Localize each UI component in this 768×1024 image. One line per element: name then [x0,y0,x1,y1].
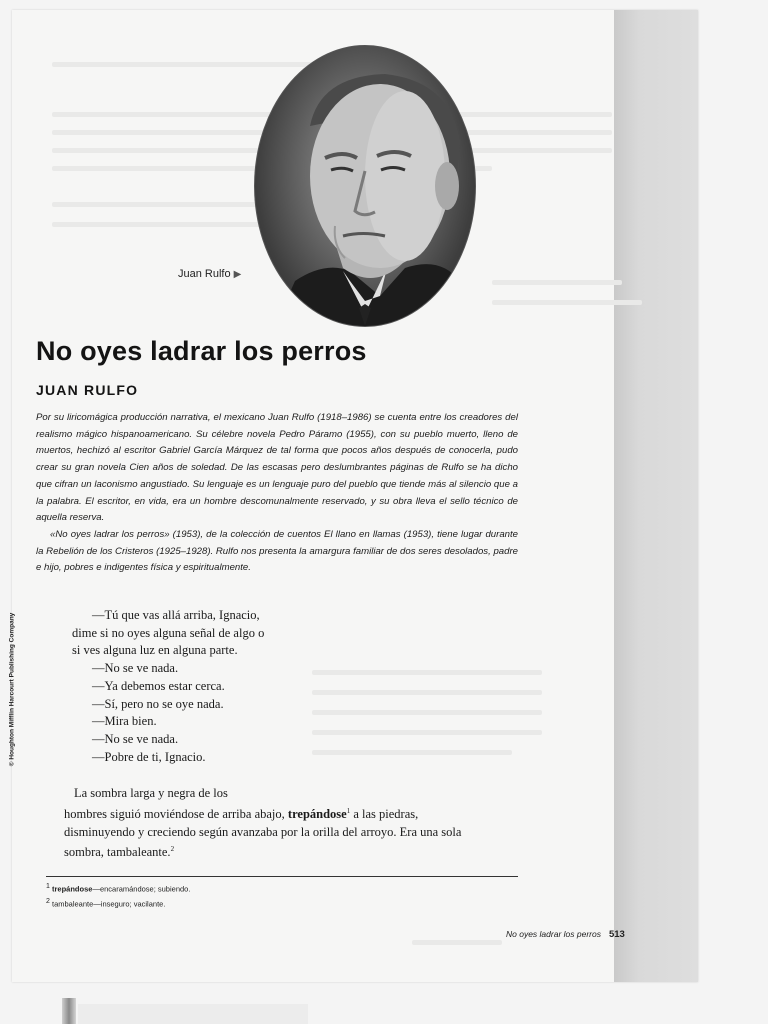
story-introduction-paragraph: «No oyes ladrar los perros» (1953), de la colección de cuentos El llano en llamas (1953), tiene lugar durante la Rebelión de los Cristeros (1925–1928). Rulfo nos presenta la amargura familiar de dos seres desolados, padre e hijo, pobres e indigentes física y espiritualmente. [36,528,518,574]
footnote-definition: —encaramándose; subiendo. [92,884,191,894]
footnote-definition: —inseguro; vacilante. [93,899,166,909]
prose-line [64,841,534,862]
copyright-notice: © Houghton Mifflin Harcourt Publishing Company [8,612,16,767]
photo-caption-text: Juan Rulfo [178,268,231,280]
story-title: No oyes ladrar los perros [36,336,367,366]
dialogue-line: —Mira bien. [92,714,157,729]
dialogue-line: si ves alguna luz en alguna parte. [72,643,238,658]
dialogue-line: —Sí, pero no se oye nada. [92,696,224,711]
next-page-strip [78,1004,308,1024]
author-biography [36,410,518,577]
caption-pointer-icon: ▶ [233,269,242,280]
footnote [46,883,190,894]
dialogue-line: dime si no oyes alguna señal de algo o [72,625,265,640]
bleed-through-line [492,300,642,305]
footnote-divider [46,876,518,877]
prose-line: La sombra larga y negra de los [74,786,228,800]
bleed-through-line [492,280,622,285]
portrait-illustration [255,46,475,326]
portrait-ear [435,162,459,210]
dialogue-line: —Tú que vas allá arriba, Ignacio, [92,608,260,622]
page-gutter-shadow [614,10,698,982]
footnote-number: 1 [46,883,50,890]
bleed-through-line [52,222,272,227]
bleed-through-line [412,940,502,945]
story-body [64,785,534,862]
next-page-edge [62,998,76,1024]
footnote-ref: 2 [170,845,175,854]
opening-dialogue [60,607,480,766]
biography-paragraph: Por su liricomágica producción narrativa, el mexicano Juan Rulfo (1918–1986) se cuenta entre los creadores del realismo mágico hispanoamericano. Su célebre novela Pedro Páramo (1955), con su pueblo muerto, lleno de muertos, hechizó al escritor Gabriel García Márquez de tal forma que pocos años después de conocerla, pudo crear su gran novela Cien años de soledad. De las escasas pero deslumbrantes páginas de Rulfo se ha dicho que cifran un laconismo angustiado. Su lenguaje es un lenguaje puro del pueblo que tiende más al silencio que a la palabra. El escritor, en vida, era un hombre descomunalmente reservado, y su obra lleva el sello técnico de aquella reserva. [36,412,518,524]
story-author: JUAN RULFO [36,382,139,398]
dialogue-line: —No se ve nada. [92,661,179,676]
page-number: 513 [608,929,625,940]
prose-fragment: sombra, tambaleante. [64,845,171,860]
glossed-word: trepándose [287,806,347,821]
footnote-term: trepándose [52,884,93,894]
page-footer [506,929,625,940]
photo-caption [178,268,241,280]
prose-fragment: a las piedras, [350,806,419,821]
footnote [46,898,165,909]
prose-fragment: hombres siguió moviéndose de arriba abajo, [64,806,288,821]
footnote-ref: 1 [346,806,351,815]
running-footer-title: No oyes ladrar los perros [506,929,601,939]
prose-line: disminuyendo y creciendo según avanzaba por la orilla del arroyo. Era una sola [64,824,462,839]
author-portrait [254,45,476,327]
dialogue-line: —Ya debemos estar cerca. [92,678,225,693]
dialogue-line: —No se ve nada. [92,731,179,746]
footnote-number: 2 [46,898,50,905]
dialogue-line: —Pobre de ti, Ignacio. [92,749,206,764]
prose-line [64,803,534,824]
footnote-term: tambaleante [52,899,94,909]
